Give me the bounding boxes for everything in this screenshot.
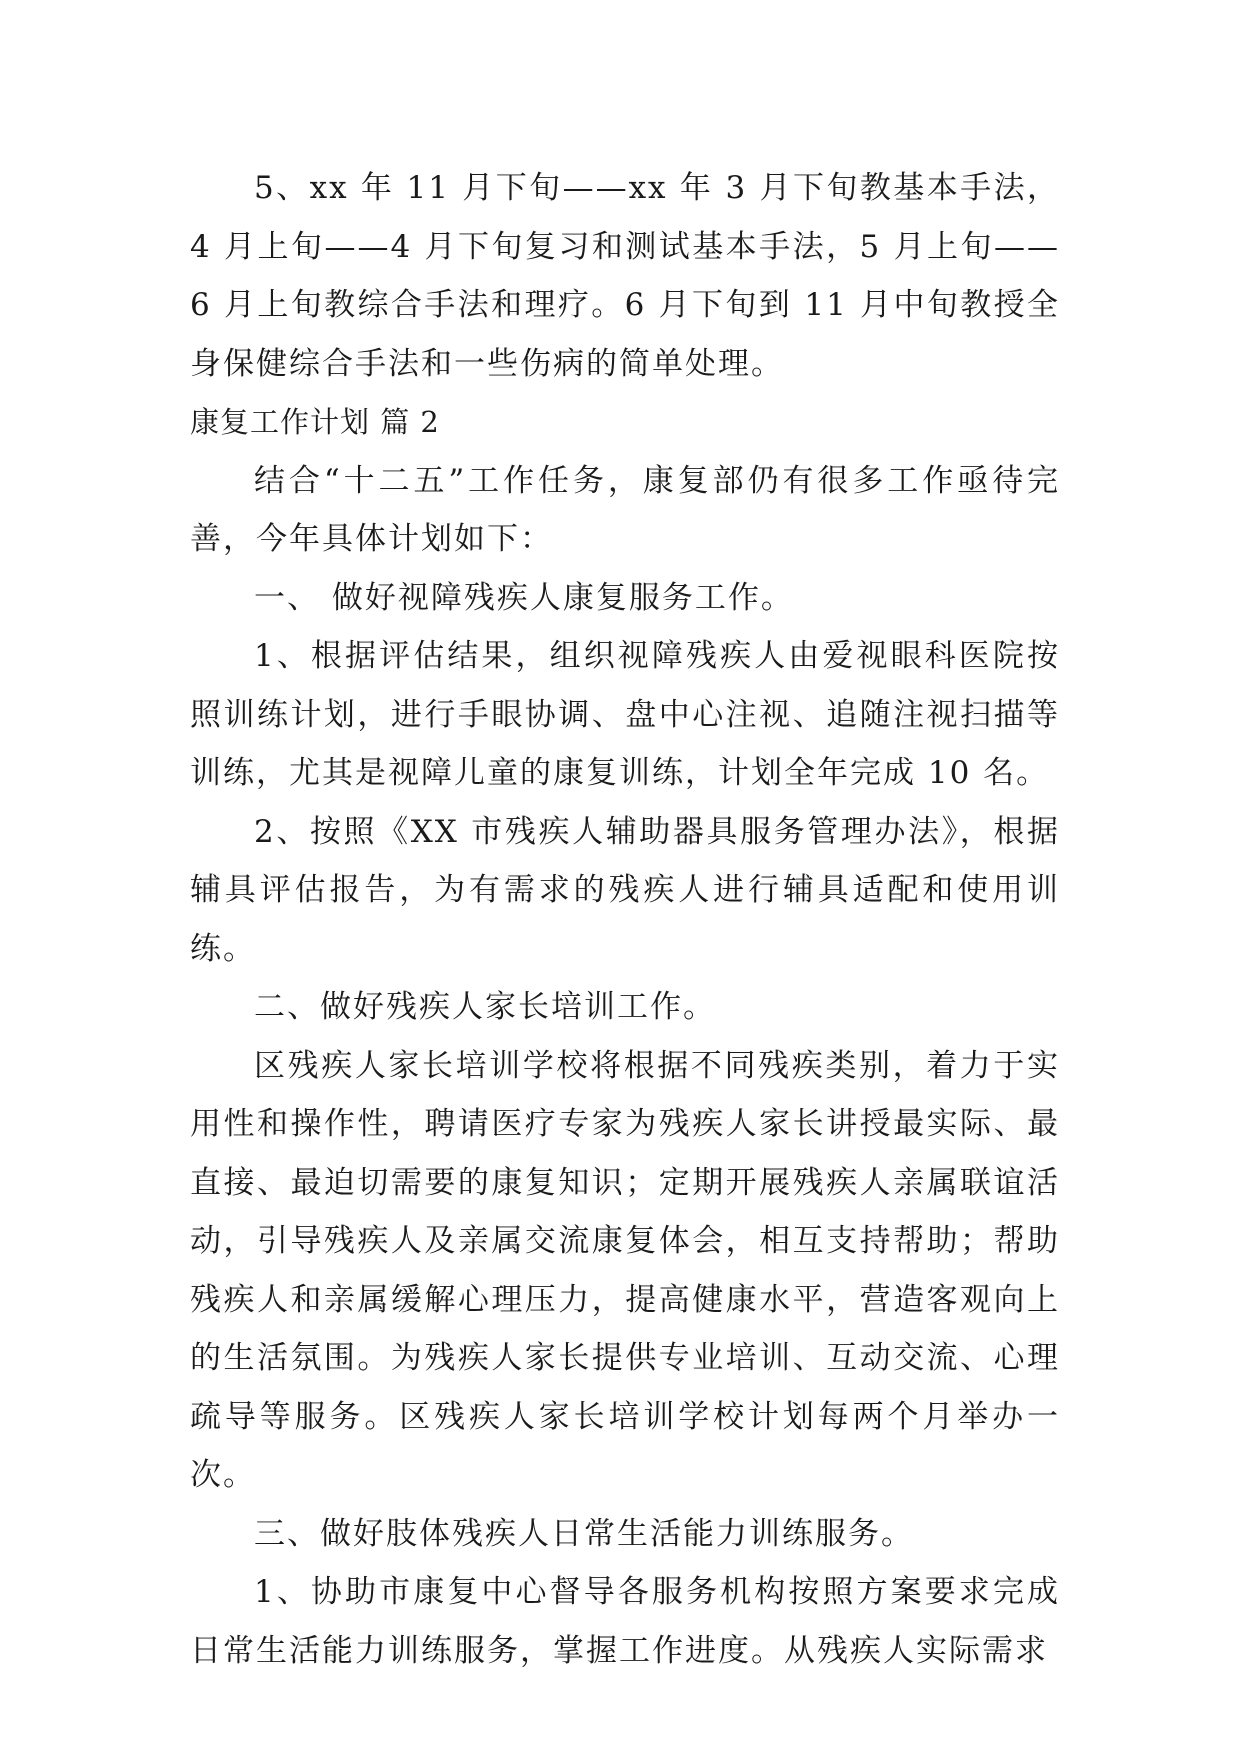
paragraph-item-3-1: 1、协助市康复中心督导各服务机构按照方案要求完成日常生活能力训练服务，掌握工作进度。从残疾人实际需求 [190,1574,1060,1669]
item-heading-3: 三、做好肢体残疾人日常生活能力训练服务。 [254,1515,914,1552]
paragraph-item-2: 区残疾人家长培训学校将根据不同残疾类别，着力于实用性和操作性，聘请医疗专家为残疾人家长讲授最实际、最直接、最迫切需要的康复知识；定期开展残疾人亲属联谊活动，引导残疾人及亲属交流康复体会，相互支持帮助；帮助残疾人和亲属缓解心理压力，提高健康水平，营造客观向上的生活氛围。为残疾人家长提供专业培训、互动交流、心理疏导等服务。区残疾人家长培训学校计划每两个月举办一次。 [190,1047,1060,1493]
paragraph-intro: 结合“十二五”工作任务，康复部仍有很多工作亟待完善，今年具体计划如下： [190,462,1060,557]
paragraph-item-1-2: 2、按照《XX 市残疾人辅助器具服务管理办法》，根据辅具评估报告，为有需求的残疾人进行辅具适配和使用训练。 [190,813,1060,967]
document-body [190,159,1060,1680]
paragraph-schedule: 5、xx 年 11 月下旬——xx 年 3 月下旬教基本手法，4 月上旬——4 月下旬复习和测试基本手法，5 月上旬——6 月上旬教综合手法和理疗。6 月下旬到 11 月中旬教授全身保健综合手法和一些伤病的简单处理。 [190,170,1060,382]
paragraph-item-1-1: 1、根据评估结果，组织视障残疾人由爱视眼科医院按照训练计划，进行手眼协调、盘中心注视、追随注视扫描等训练，尤其是视障儿童的康复训练，计划全年完成 10 名。 [190,638,1060,791]
item-heading-1: 一、 做好视障残疾人康复服务工作。 [254,579,794,616]
item-heading-2: 二、做好残疾人家长培训工作。 [254,989,716,1025]
section-heading: 康复工作计划 篇 2 [190,405,440,439]
